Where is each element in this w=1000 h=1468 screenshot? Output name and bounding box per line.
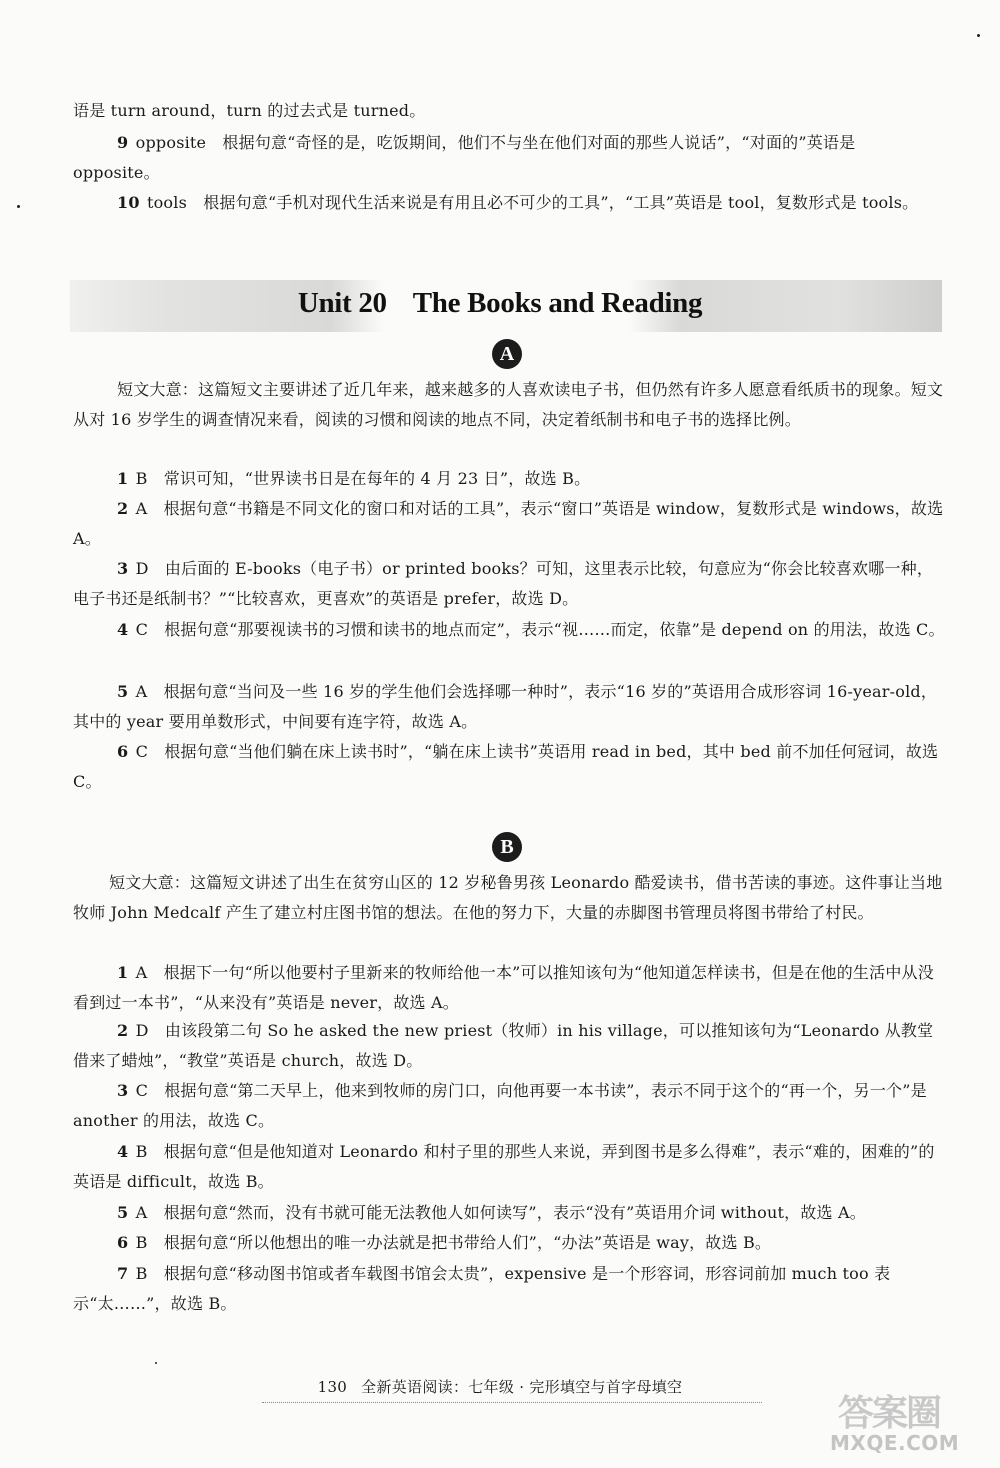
unit-name: The Books and Reading [412, 287, 703, 319]
item-number: 5 [117, 682, 129, 701]
item-text: B 常识可知，“世界读书日是在每年的 4 月 23 日”，故选 B。 [135, 469, 591, 488]
section-b-badge: B [492, 832, 522, 862]
item-text: C 根据句意“那要视读书的习惯和读书的地点而定”，表示“视……而定，依靠”是 depend on 的用法，故选 C。 [135, 620, 945, 639]
section-a-item [73, 494, 945, 553]
item-number: 1 [117, 469, 129, 488]
section-a-badge: A [492, 339, 522, 369]
item-number: 4 [117, 620, 129, 639]
section-b-item [73, 1228, 945, 1258]
section-a-item [73, 554, 945, 613]
item-text: A 根据句意“然而，没有书就可能无法教他人如何读写”，表示“没有”英语用介词 without，故选 A。 [135, 1203, 866, 1222]
item-number: 1 [117, 963, 129, 982]
item-number: 7 [117, 1264, 129, 1283]
item-number: 3 [117, 1081, 129, 1100]
item-number: 3 [117, 559, 129, 578]
item-text: opposite 根据句意“奇怪的是，吃饭期间，他们不与坐在他们对面的那些人说话”，“对面的”英语是 opposite。 [73, 133, 856, 182]
item-text: tools 根据句意“手机对现代生活来说是有用且必不可少的工具”，“工具”英语是 tool，复数形式是 tools。 [146, 193, 919, 212]
item-text: C 根据句意“当他们躺在床上读书时”，“躺在床上读书”英语用 read in bed，其中 bed 前不加任何冠词，故选 C。 [73, 742, 939, 791]
watermark-url: MXQE.COM [830, 1431, 960, 1455]
item-text: B 根据句意“移动图书馆或者车载图书馆会太贵”，expensive 是一个形容词，形容词前加 much too 表示“太……”，故选 B。 [73, 1264, 891, 1313]
item-text: D 由后面的 E-books（电子书）or printed books？可知，这里表示比较，句意应为“你会比较喜欢哪一种，电子书还是纸制书？”“比较喜欢，更喜欢”的英语是 prefer，故选 D。 [73, 559, 934, 608]
item-number: 6 [117, 1233, 129, 1252]
footer-rule [262, 1402, 762, 1403]
item-text: B 根据句意“所以他想出的唯一办法就是把书带给人们”，“办法”英语是 way，故选 B。 [135, 1233, 772, 1252]
section-b-item [73, 1198, 945, 1228]
section-b-item [73, 1016, 945, 1075]
section-b-item [73, 1076, 945, 1135]
watermark-logo: 答案圈 [838, 1393, 941, 1434]
section-a-summary: 短文大意：这篇短文主要讲述了近几年来，越来越多的人喜欢读电子书，但仍然有许多人愿意看纸质书的现象。短文从对 16 岁学生的调查情况来看，阅读的习惯和阅读的地点不同，决定着纸制书和电子书的选择比例。 [73, 380, 944, 429]
book-title: 全新英语阅读：七年级 · 完形填空与首字母填空 [361, 1378, 683, 1396]
answer-item-10 [73, 188, 945, 218]
section-a-item [73, 615, 945, 645]
unit-title [0, 287, 1000, 320]
section-a-item [73, 464, 945, 494]
item-text: B 根据句意“但是他知道对 Leonardo 和村子里的那些人来说，弄到图书是多么得难”，表示“难的，困难的”的英语是 difficult，故选 B。 [73, 1142, 935, 1191]
answer-item-9 [73, 128, 945, 187]
unit-number: Unit 20 [297, 287, 387, 319]
scan-speck [155, 1362, 157, 1364]
continuation-line: 语是 turn around，turn 的过去式是 turned。 [73, 101, 426, 120]
watermark [830, 1385, 980, 1455]
item-number: 5 [117, 1203, 129, 1222]
page-number: 130 [317, 1378, 348, 1396]
item-text: A 根据句意“当问及一些 16 岁的学生他们会选择哪一种时”，表示“16 岁的”英语用合成形容词 16-year-old，其中的 year 要用单数形式，中间要有连字符，故选 A。 [73, 682, 938, 731]
section-b-item [73, 958, 945, 1017]
scan-speck [977, 34, 980, 37]
item-number: 6 [117, 742, 129, 761]
item-text: A 根据下一句“所以他要村子里新来的牧师给他一本”可以推知该句为“他知道怎样读书，但是在他的生活中从没看到过一本书”，“从来没有”英语是 never，故选 A。 [73, 963, 934, 1012]
section-b-item [73, 1137, 945, 1196]
item-text: A 根据句意“书籍是不同文化的窗口和对话的工具”，表示“窗口”英语是 window，复数形式是 windows，故选 A。 [73, 499, 944, 548]
item-number: 10 [117, 193, 140, 212]
item-text: C 根据句意“第二天早上，他来到牧师的房门口，向他再要一本书读”，表示不同于这个的“再一个，另一个”是 another 的用法，故选 C。 [73, 1081, 927, 1130]
item-number: 9 [117, 133, 129, 152]
section-b-summary: 短文大意：这篇短文讲述了出生在贫穷山区的 12 岁秘鲁男孩 Leonardo 酷爱读书，借书苦读的事迹。这件事让当地牧师 John Medcalf 产生了建立村庄图书馆的想法。在他的努力下，大量的赤脚图书管理员将图书带给了村民。 [73, 873, 943, 922]
item-number: 2 [117, 499, 129, 518]
section-a-item [73, 677, 945, 736]
section-a-item [73, 737, 945, 796]
scan-speck [17, 205, 20, 208]
item-number: 4 [117, 1142, 129, 1161]
item-text: D 由该段第二句 So he asked the new priest（牧师）in his village，可以推知该句为“Leonardo 从教堂借来了蜡烛”，“教堂”英语是 church，故选 D。 [73, 1021, 934, 1070]
section-b-item [73, 1259, 945, 1318]
item-number: 2 [117, 1021, 129, 1040]
